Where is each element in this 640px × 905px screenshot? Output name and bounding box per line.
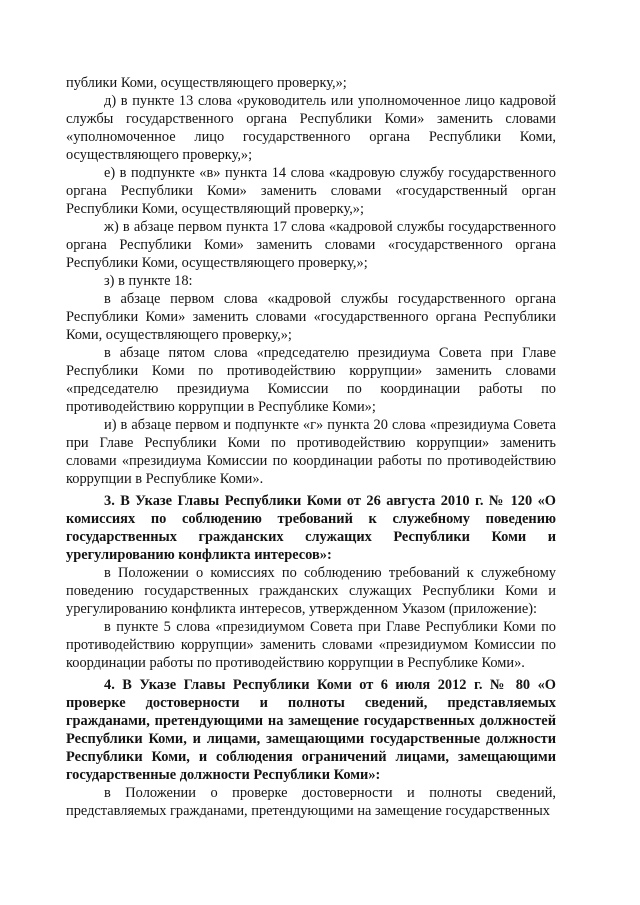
paragraph-item-i: и) в абзаце первом и подпункте «г» пункта 20 слова «президиума Совета при Главе Республики Коми по противодействию коррупции» заменить словами «президиума Комиссии по координации работы по противодействию коррупции в Республике Коми». (66, 417, 556, 487)
paragraph-continuation: публики Коми, осуществляющего проверку,»; (66, 75, 347, 91)
paragraph-first-abzats: в абзаце первом слова «кадровой службы государственного органа Республики Коми» заменить словами «государственного органа Республики Коми, осуществляющего проверку,»; (66, 291, 556, 343)
paragraph-item-e: е) в подпункте «в» пункта 14 слова «кадровую службу государственного органа Республики Коми» заменить словами «государственный орган Республики Коми, осуществляющий проверку,»; (66, 165, 556, 217)
paragraph-point-5: в пункте 5 слова «президиумом Совета при Главе Республики Коми по противодействию коррупции» заменить словами «президиумом Комиссии по координации работы по противодействию коррупции в Республике Коми». (66, 619, 556, 671)
document-page (66, 74, 556, 820)
paragraph-item-d: д) в пункте 13 слова «руководитель или уполномоченное лицо кадровой службы государственного органа Республики Коми» заменить словами «уполномоченное лицо государственного органа Республики Коми, осуществляющего проверку,»; (66, 93, 556, 163)
section-4-heading: 4. В Указе Главы Республики Коми от 6 июля 2012 г. № 80 «О проверке достоверности и полноты сведений, представляемых гражданами, претендующими на замещение государственных должностей Республики Коми, и лицами, замещающими государственные должности Республики Коми, и соблюдения ограничений лицами, замещающими государственные должности Республики Коми»: (66, 677, 556, 783)
paragraph-item-z: з) в пункте 18: (104, 273, 193, 289)
paragraph-verification-regulation: в Положении о проверке достоверности и полноты сведений, представляемых гражданами, претендующими на замещение государственных (66, 785, 556, 819)
paragraph-item-zh: ж) в абзаце первом пункта 17 слова «кадровой службы государственного органа Республики Коми» заменить словами «государственного органа Республики Коми, осуществляющего проверку,»; (66, 219, 556, 271)
section-3-heading: 3. В Указе Главы Республики Коми от 26 августа 2010 г. № 120 «О комиссиях по соблюдению требований к служебному поведению государственных гражданских служащих Республики Коми и урегулированию конфликта интересов»: (66, 493, 556, 563)
paragraph-fifth-abzats: в абзаце пятом слова «председателю президиума Совета при Главе Республики Коми по противодействию коррупции» заменить словами «председателю президиума Комиссии по координации работы по противодействию коррупции в Республике Коми»; (66, 345, 556, 415)
paragraph-commissions-regulation: в Положении о комиссиях по соблюдению требований к служебному поведению государственных гражданских служащих Республики Коми и урегулированию конфликта интересов, утвержденном Указом (приложение): (66, 565, 556, 617)
